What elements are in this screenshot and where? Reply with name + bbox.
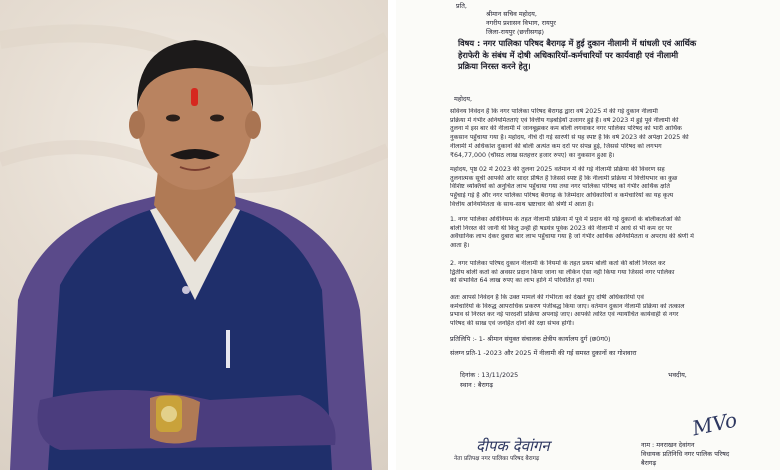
paragraph-line: पहुँचाई गई है और नगर पालिका परिषद बैरागढ़ के जिम्मेदार अधिकारियों व कर्मचारियों का यह कृत्य <box>450 192 674 200</box>
designation-left: नेता प्रतिपक्ष नगर पालिका परिषद बैरागढ़ <box>454 456 540 462</box>
address-line-3: जिला-रायपुर (छत्तीसगढ़) <box>486 28 544 36</box>
portrait-illustration <box>0 0 388 470</box>
paragraph-line: 1. नगर पालिका अधिनियम के तहत नीलामी प्रक्रिया में पूर्व में प्रदान की गई दुकानों के बोलीकर्ताओं की <box>450 216 681 223</box>
paragraph-line: सविनय निवेदन है कि नगर पालिका परिषद बैरागढ़ द्वारा वर्ष 2025 में की गई दुकान नीलामी <box>450 108 658 115</box>
paragraph-line: प्रक्रिया में गंभीर अनियमितताएं एवं वित्तीय गड़बड़ियाँ उजागर हुई हैं। वर्ष 2023 में हुई पूर्व नीलामी की <box>450 116 679 124</box>
paragraph-line: नुकसान पहुँचाया गया है। महोदय, नीचे दी गई सारणी से यह स्पष्ट है कि वर्ष 2023 की अपेक्षा 2025 की <box>450 134 689 142</box>
paragraph-line: को संभावित 64 लाख रुपए का लाभ हानि में परिवर्तित हो गया। <box>450 277 595 285</box>
paragraph-line: तुलनात्मक सूची आपकी ओर सादर प्रेषित है जिससे स्पष्ट है कि नीलामी प्रक्रिया में वित्तीयभार का कुछ <box>450 174 678 182</box>
image-divider <box>388 0 396 470</box>
designation-right: बैरागढ़ <box>641 459 657 467</box>
sanlagn-line: संलग्न प्रति-1 -2023 और 2025 में नीलामी की गई समस्त दुकानों का गोशवारा <box>450 349 637 357</box>
paragraph-1 <box>450 108 762 160</box>
signature-left: दीपक देवांगन <box>476 437 550 455</box>
paragraph-line: विशिष्ट व्यक्तियों को अनुचित लाभ पहुँचाया गया तथा नगर पालिका परिषद को गंभीर आर्थिक क्षति <box>450 183 670 191</box>
bhavdiy-label: भवदीय, <box>668 371 687 379</box>
address-line-1: श्रीमान सचिव महोदय, <box>486 10 537 18</box>
salutation: महोदय, <box>454 95 473 103</box>
signature-right: MVo <box>689 407 740 441</box>
point-1 <box>450 216 762 251</box>
paragraph-line: नीलामी में अधिकांश दुकानों की बोली अत्यंत कम दरों पर संपन्न हुई, जिससे परिषद को लगभग <box>450 142 662 150</box>
paragraph-line: वित्तीय अनियमितता के साथ-साथ भ्रष्टाचार की श्रेणी में आता है। <box>450 200 594 208</box>
paragraph-line: बोली निरस्त की जानी थी किंतु उन्हीं ही षडयंत्र पूर्वक 2023 की नीलामी में आधे से भी कम दर पर <box>450 224 672 232</box>
complaint-letter <box>396 0 780 470</box>
pratilipi-line: प्रतिलिपि :- 1- श्रीमान संयुक्त संचालक क्षेत्रीय कार्यालय दुर्ग (छ0ग0) <box>450 335 611 343</box>
paragraph-line: महोदय, पृष्ठ 02 में 2023 की तुलना 2025 वर्तमान में की गई नीलामी प्रक्रिया की विवरण सह <box>450 166 665 173</box>
designation-right: विधायक प्रतिनिधि नगर पालिक परिषद <box>641 450 730 458</box>
paragraph-2 <box>450 166 762 210</box>
paragraph-line: आता है। <box>450 242 470 250</box>
portrait-photo <box>0 0 388 470</box>
address-line-2: नगरीय प्रशासन विभाग, रायपुर <box>486 19 556 27</box>
subject-line: विषय : नगर पालिका परिषद बैरागढ़ में हुई दुकान नीलामी में धांधली एवं आर्थिक <box>458 38 697 48</box>
place-line: स्थान : बैरागढ़ <box>460 381 493 389</box>
paragraph-line: परिषद की साख एवं जनहित दोनों की रक्षा संभव होगी। <box>450 320 575 328</box>
point-2 <box>450 260 762 286</box>
paragraph-line: प्रभाव से निरस्त कर नई पारदर्शी प्रक्रिया अपनाई जाए। आपकी त्वरित एवं न्यायोचित कार्यवाही से नगर <box>450 311 679 319</box>
paragraph-line: कर्मचारियों के विरुद्ध आपराधिक प्रकरण पंजीबद्ध किया जाए। वर्तमान दुकान नीलामी प्रक्रिया को तत्काल <box>450 302 685 310</box>
paragraph-line: ₹64,77,000 (चौसठ लाख सतहत्तर हजार रुपए) का नुकसान हुआ है। <box>450 151 615 159</box>
paragraph-line: द्वितीय बोली कर्ता को अवसर प्रदान किया जाना था लेकिन ऐसा नहीं किया गया जिससे नगर पालिका <box>450 268 675 276</box>
letter-subject <box>458 38 764 73</box>
prati-label: प्रति, <box>456 2 467 10</box>
subject-line: हेराफेरी के संबंध में दोषी अधिकारियों-कर्मचारियों पर कार्यवाही एवं नीलामी <box>458 49 679 60</box>
paragraph-line: अवैधानिक लाभ देकर दुबारा बार लाभ पहुँचाया गया है जो गंभीर आर्थिक अनियमितता व अपराध की श्रेणी में <box>450 233 694 241</box>
name-right: नाम : मनराखन देवांगन <box>641 441 695 449</box>
paragraph-line: 2. नगर पालिका परिषद दुकान नीलामी के नियमों के तहत प्रथम बोली कर्ता की बोली निरस्त कर <box>450 260 666 267</box>
subject-line: प्रक्रिया निरस्त करने हेतु। <box>458 61 531 71</box>
paragraph-line: तुलना में इस बार की नीलामी में जानबूझकर कम बोली लगवाकर नगर पालिका परिषद को भारी आर्थिक <box>450 125 682 133</box>
paragraph-line: अतः आपसे निवेदन है कि उक्त मामले की गंभीरता को देखते हुए दोषी अधिकारियों एवं <box>450 294 644 301</box>
date-line: दिनांक : 13/11/2025 <box>460 371 519 379</box>
paragraph-3 <box>450 294 762 329</box>
